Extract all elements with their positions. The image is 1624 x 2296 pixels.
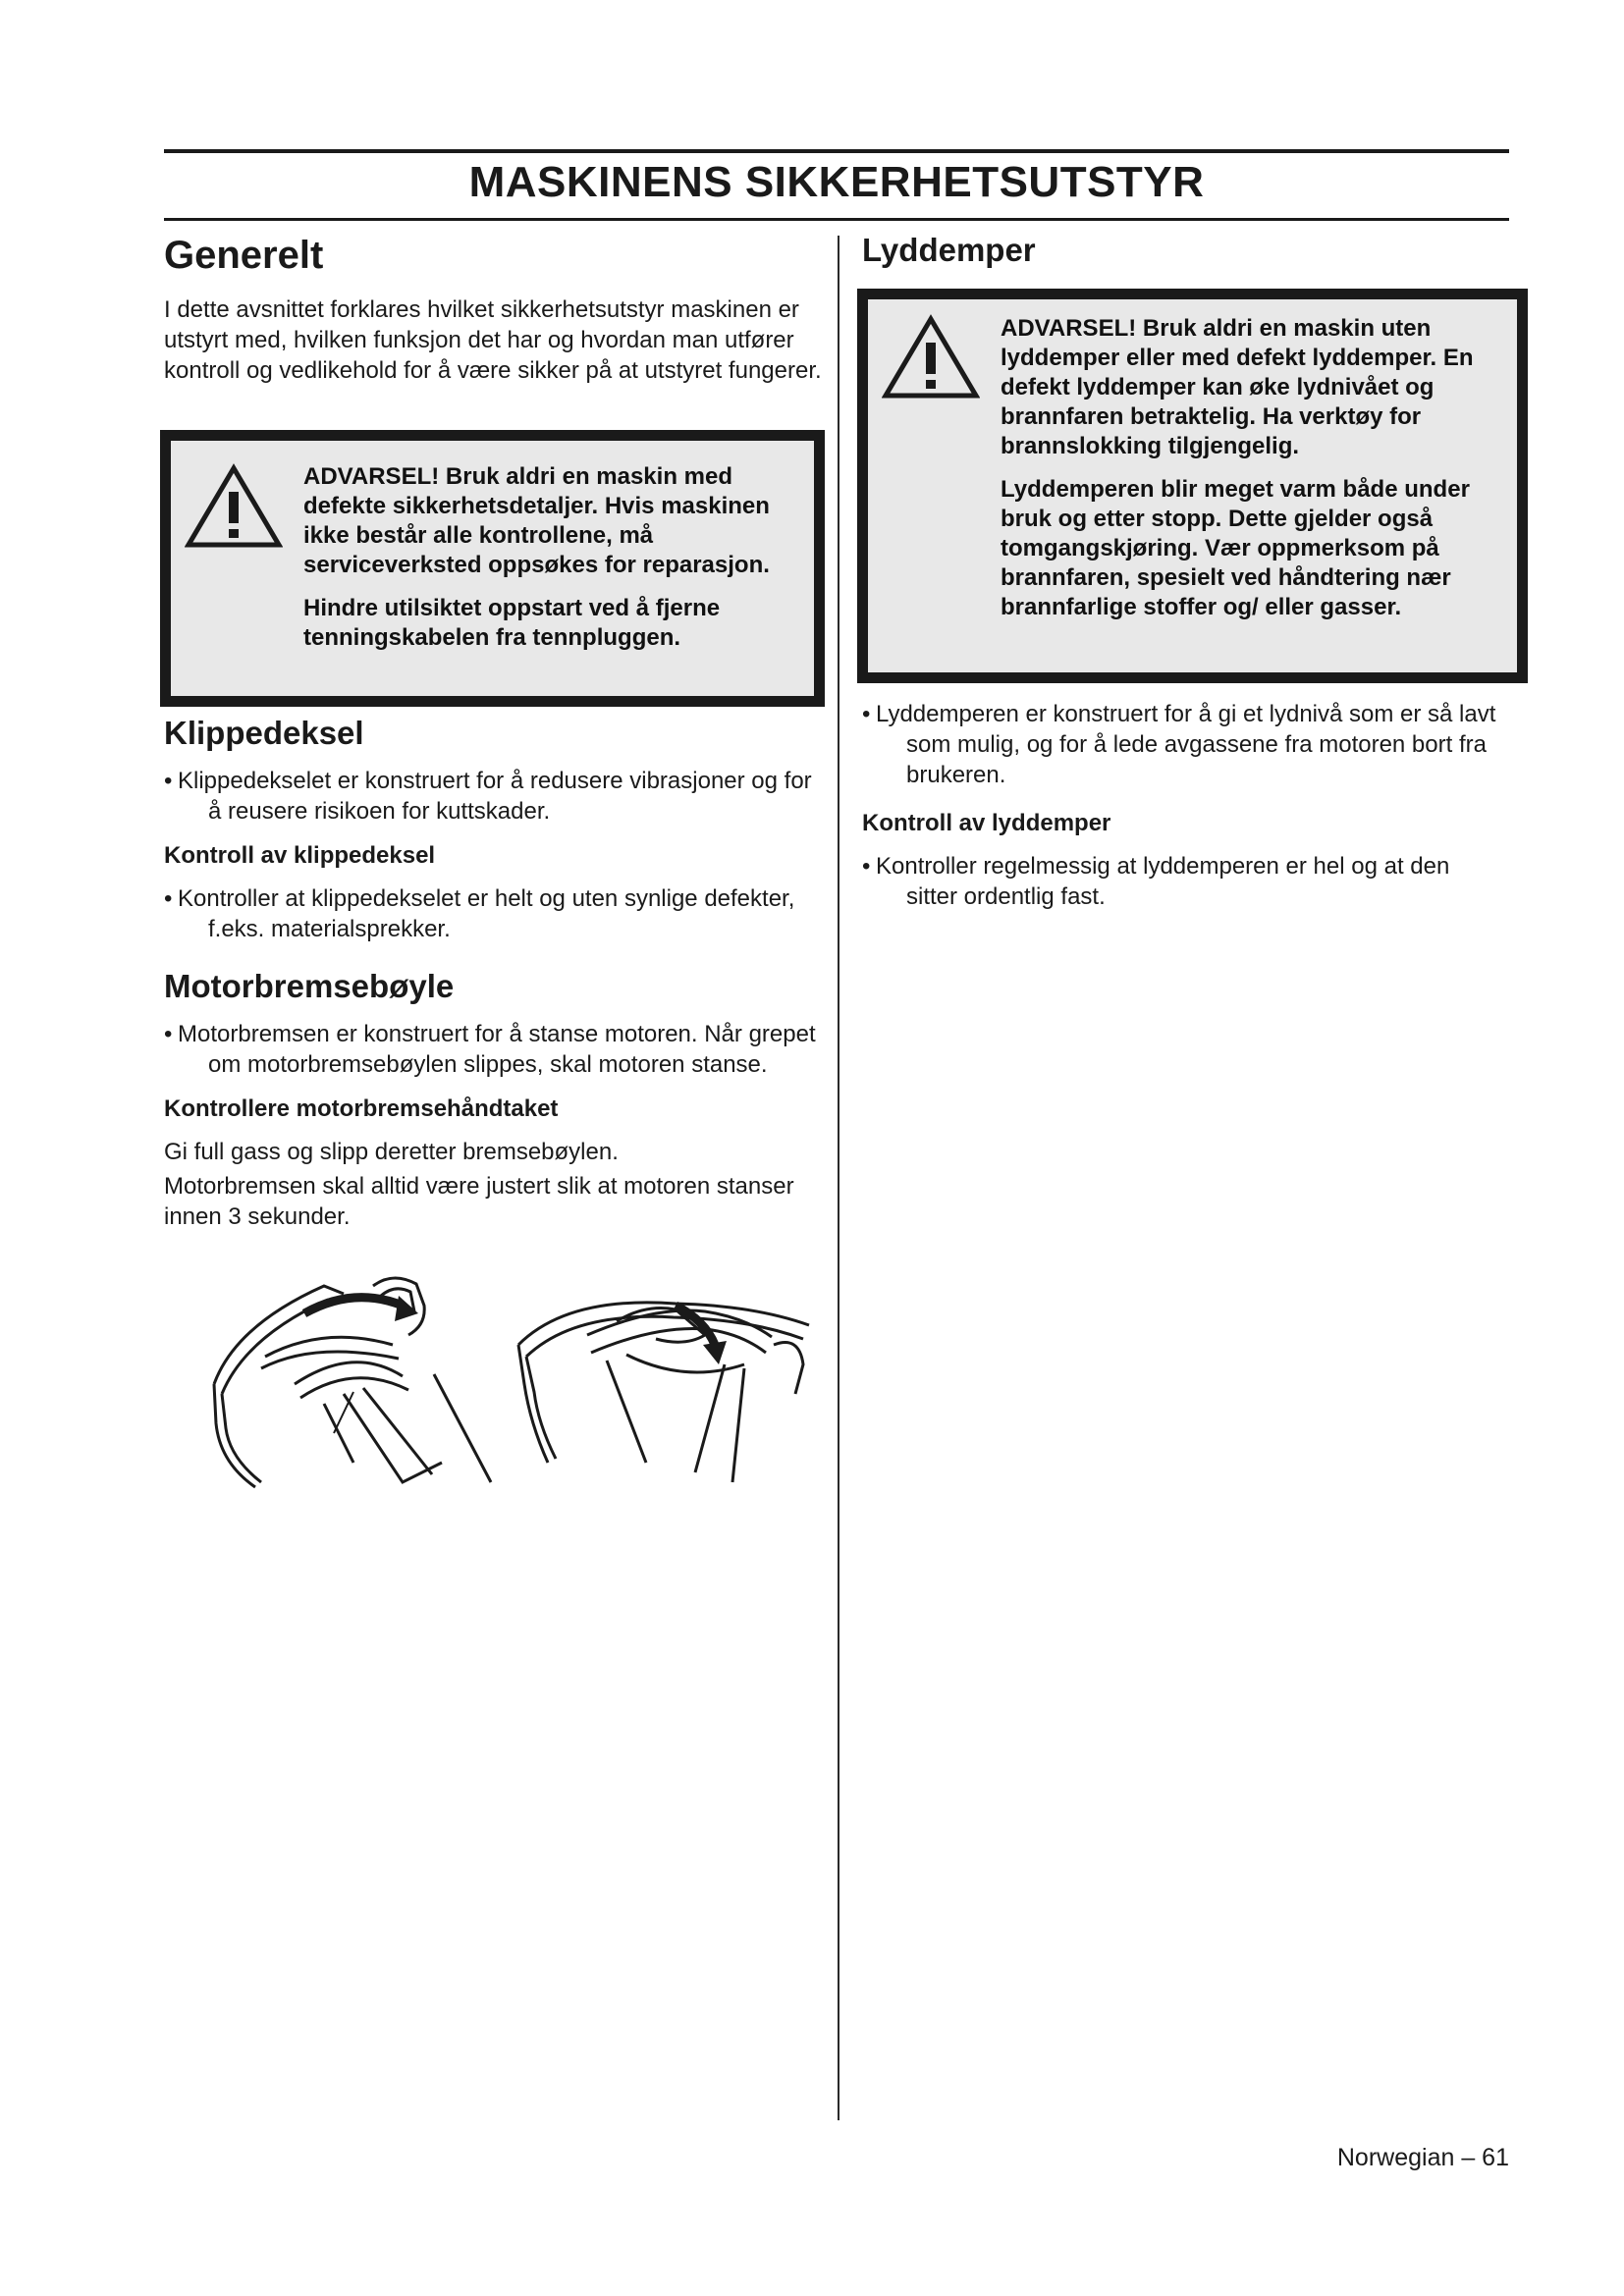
motorbrems-section bbox=[164, 964, 822, 1232]
warning-triangle-icon bbox=[185, 462, 283, 549]
page-footer: Norwegian – 61 bbox=[1336, 2144, 1509, 2171]
warning-text-2: Hindre utilsiktet oppstart ved å fjerne tenningskabelen fra tennpluggen. bbox=[303, 595, 721, 651]
section-heading-klippedeksel: Klippedeksel bbox=[164, 715, 364, 751]
list-item: • Kontroller at klippedekselet er helt og uten synlige defekter, f.eks. materialsprekker. bbox=[164, 885, 795, 942]
handle-illustration-right bbox=[509, 1266, 823, 1492]
column-divider bbox=[838, 236, 839, 2120]
subheading-kontrollere-motorbremse: Kontrollere motorbremsehåndtaket bbox=[164, 1095, 559, 1122]
warning-box-lyddemper bbox=[857, 289, 1528, 683]
warning-box-safety bbox=[160, 430, 825, 707]
list-item: • Motorbremsen er konstruert for å stanse motoren. Når grepet om motorbremsebøylen slippes, skal motoren stanse. bbox=[164, 1021, 816, 1078]
list-item: • Lyddemperen er konstruert for å gi et lydnivå som er så lavt som mulig, og for å lede avgassene fra motoren bort fra brukeren. bbox=[862, 701, 1496, 788]
handle-illustration-left bbox=[206, 1266, 501, 1492]
generelt-text: I dette avsnittet forklares hvilket sikkerhetsutstyr maskinen er utstyrt med, hvilken funksjon det har og hvordan man utfører kontroll og vedlikehold for å være sikker på at utstyret fungerer. bbox=[164, 296, 822, 384]
subheading-kontroll-klippedeksel: Kontroll av klippedeksel bbox=[164, 842, 436, 869]
lyddemper-section bbox=[862, 699, 1505, 912]
list-item: • Klippedekselet er konstruert for å redusere vibrasjoner og for å reusere risikoen for kuttskader. bbox=[164, 768, 812, 825]
warning-text-1: ADVARSEL! Bruk aldri en maskin uten lyddemper eller med defekt lyddemper. En defekt lyddemper kan øke lydnivået og brannfaren betraktelig. Ha verktøy for brannslokking tilgjengelig. bbox=[1001, 315, 1474, 459]
warning-text-1: ADVARSEL! Bruk aldri en maskin med defekte sikkerhetsdetaljer. Hvis maskinen ikke består alle kontrollene, må serviceverksted oppsøkes for reparasjon. bbox=[303, 463, 770, 578]
title-rule-top bbox=[164, 149, 1509, 153]
title-rule-bottom bbox=[164, 218, 1509, 221]
subheading-kontroll-lyddemper: Kontroll av lyddemper bbox=[862, 810, 1111, 836]
klippedeksel-section bbox=[164, 711, 822, 944]
section-heading-generelt: Generelt bbox=[164, 234, 324, 277]
section-heading-motorbrems: Motorbremsebøyle bbox=[164, 968, 455, 1004]
left-column bbox=[164, 228, 822, 386]
right-column bbox=[862, 228, 1530, 273]
warning-text-2: Lyddemperen blir meget varm både under bruk og etter stopp. Dette gjelder også tomgangskjøring. Vær oppmerksom på brannfaren, spesielt ved håndtering nær brannfarlige stoffer og/ eller gasser. bbox=[1001, 476, 1470, 620]
motorbrems-text-2: Motorbremsen skal alltid være justert slik at motoren stanser innen 3 sekunder. bbox=[164, 1173, 794, 1230]
list-item: • Kontroller regelmessig at lyddemperen er hel og at den sitter ordentlig fast. bbox=[862, 853, 1450, 910]
motorbrems-text-1: Gi full gass og slipp deretter bremsebøylen. bbox=[164, 1139, 619, 1165]
page-title: MASKINENS SIKKERHETSUTSTYR bbox=[468, 158, 1205, 206]
section-heading-lyddemper: Lyddemper bbox=[862, 232, 1036, 268]
warning-triangle-icon bbox=[882, 313, 980, 400]
